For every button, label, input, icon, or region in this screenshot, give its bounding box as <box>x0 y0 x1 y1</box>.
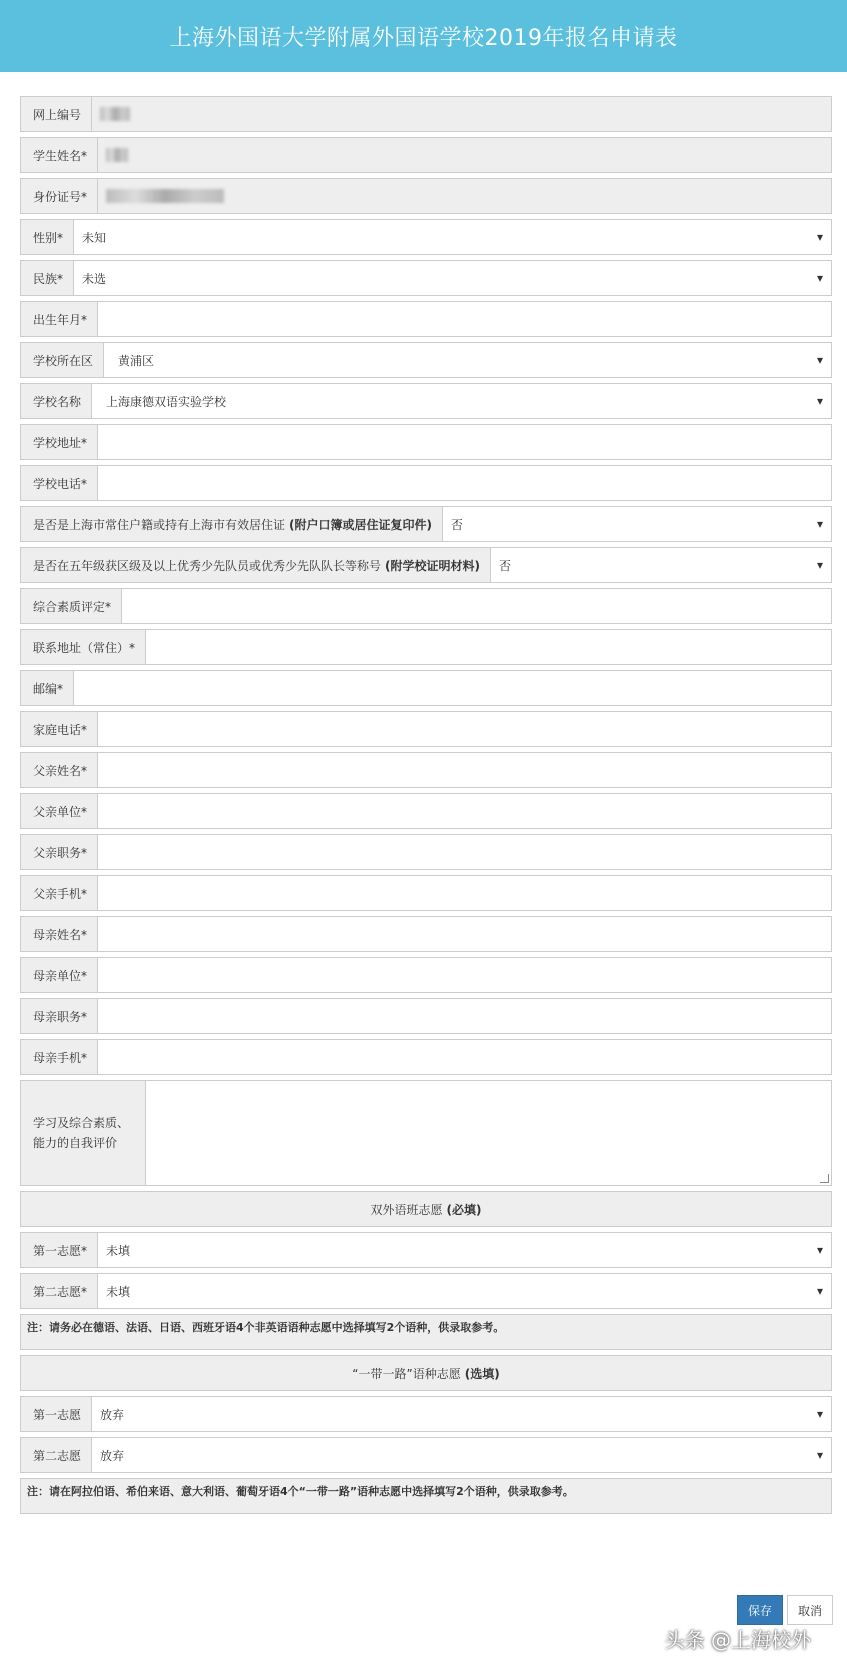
field-select[interactable] <box>491 548 831 582</box>
first-choice-select[interactable]: 未填 ▾ <box>98 1233 831 1267</box>
field-label-text: 身份证号* <box>33 189 88 204</box>
choice-row <box>20 1396 832 1432</box>
field-readonly <box>98 179 831 213</box>
form-row <box>20 1039 832 1075</box>
form-row <box>20 342 832 378</box>
field-input[interactable] <box>74 671 831 705</box>
form-row <box>20 178 832 214</box>
field-label-text: 母亲手机* <box>33 1050 88 1065</box>
choice-label: 第一志愿 <box>21 1397 92 1431</box>
field-input[interactable] <box>122 589 831 623</box>
form-row <box>20 711 832 747</box>
form-row <box>20 547 832 583</box>
form-row <box>20 219 832 255</box>
field-label <box>21 179 98 213</box>
page-header <box>0 0 847 72</box>
field-input[interactable] <box>98 835 831 869</box>
field-label-text: 母亲姓名* <box>33 927 88 942</box>
field-input[interactable] <box>98 753 831 787</box>
choice-row <box>20 1273 832 1309</box>
field-select[interactable] <box>104 343 831 377</box>
field-label-text: 邮编* <box>33 681 64 696</box>
field-input[interactable] <box>98 917 831 951</box>
field-label <box>21 712 98 746</box>
form-row <box>20 301 832 337</box>
field-label <box>21 753 98 787</box>
section-note: 注：请在阿拉伯语、希伯来语、意大利语、葡萄牙语4个“一带一路”语种志愿中选择填写2个语种，供录取参考。 <box>20 1478 832 1514</box>
application-form <box>20 96 832 1519</box>
field-label <box>21 507 443 541</box>
field-select[interactable] <box>74 261 831 295</box>
field-label <box>21 589 122 623</box>
field-label <box>21 425 98 459</box>
choice-label: 第二志愿* <box>21 1274 98 1308</box>
form-row <box>20 588 832 624</box>
form-row <box>20 137 832 173</box>
form-row <box>20 465 832 501</box>
field-input[interactable] <box>146 630 831 664</box>
second-choice-select[interactable]: 未填 ▾ <box>98 1274 831 1308</box>
form-row <box>20 506 832 542</box>
field-value: 否 <box>499 558 512 573</box>
field-label-text: 学校名称 <box>33 394 82 409</box>
field-value: 未选 <box>82 271 107 286</box>
choice-row <box>20 1437 832 1473</box>
field-label <box>21 343 104 377</box>
field-input[interactable] <box>98 876 831 910</box>
field-select[interactable] <box>74 220 831 254</box>
first-choice-select[interactable]: 放弃 ▾ <box>92 1397 831 1431</box>
field-label-text: 综合素质评定* <box>33 599 112 614</box>
form-row <box>20 96 832 132</box>
field-value: 否 <box>451 517 464 532</box>
field-label <box>21 1040 98 1074</box>
second-choice-select[interactable]: 放弃 ▾ <box>92 1438 831 1472</box>
field-value: 未知 <box>82 230 107 245</box>
field-input[interactable] <box>98 958 831 992</box>
form-row <box>20 834 832 870</box>
cancel-button[interactable]: 取消 <box>787 1595 833 1625</box>
field-value: 黄浦区 <box>118 353 155 368</box>
save-button[interactable]: 保存 <box>737 1595 783 1625</box>
field-input[interactable] <box>98 1040 831 1074</box>
field-label <box>21 630 146 664</box>
field-label <box>21 671 74 705</box>
form-row <box>20 998 832 1034</box>
field-label-text: 性别* <box>33 230 64 245</box>
field-label-text: 母亲职务* <box>33 1009 88 1024</box>
field-label-text: 学生姓名* <box>33 148 88 163</box>
choice-label: 第一志愿* <box>21 1233 98 1267</box>
field-label-text: 学校所在区 <box>33 353 94 368</box>
field-value: 上海康德双语实验学校 <box>106 394 227 409</box>
section-optional-tag: (选填) <box>464 1366 500 1381</box>
field-label-text: 母亲单位* <box>33 968 88 983</box>
field-label <box>21 958 98 992</box>
field-label-text: 父亲手机* <box>33 886 88 901</box>
field-label <box>21 220 74 254</box>
form-row <box>20 383 832 419</box>
field-label-text: 学校地址* <box>33 435 88 450</box>
field-label <box>21 466 98 500</box>
field-select[interactable] <box>443 507 831 541</box>
choice-row <box>20 1232 832 1268</box>
section-double-language <box>20 1191 832 1227</box>
field-label <box>21 876 98 910</box>
field-input[interactable] <box>98 425 831 459</box>
field-label <box>21 794 98 828</box>
redacted-value <box>106 189 224 203</box>
form-row <box>20 629 832 665</box>
form-row <box>20 424 832 460</box>
field-label-text: 出生年月* <box>33 312 88 327</box>
form-row <box>20 875 832 911</box>
field-input[interactable] <box>98 712 831 746</box>
field-readonly <box>98 138 831 172</box>
field-label-note: (附户口簿或居住证复印件) <box>289 517 432 532</box>
field-label <box>21 917 98 951</box>
field-label <box>21 384 92 418</box>
form-row <box>20 916 832 952</box>
field-input[interactable] <box>98 302 831 336</box>
self-eval-row <box>20 1080 832 1186</box>
field-label <box>21 138 98 172</box>
field-readonly <box>92 97 831 131</box>
field-label-text: 父亲单位* <box>33 804 88 819</box>
form-row <box>20 752 832 788</box>
field-label-text: 网上编号 <box>33 107 82 122</box>
self-eval-label: 学习及综合素质、能力的自我评价 <box>21 1081 146 1185</box>
watermark: 头条 @上海校外 <box>664 1628 811 1652</box>
field-label-note: (附学校证明材料) <box>385 558 480 573</box>
page-title: 上海外国语大学附属外国语学校2019年报名申请表 <box>169 25 678 51</box>
field-label-text: 民族* <box>33 271 64 286</box>
field-label-text: 父亲姓名* <box>33 763 88 778</box>
field-label-text: 是否在五年级获区级及以上优秀少先队员或优秀少先队队长等称号 <box>33 558 382 573</box>
self-eval-textarea[interactable] <box>146 1081 831 1185</box>
fields-container <box>20 96 832 1075</box>
field-label <box>21 548 491 582</box>
field-label <box>21 999 98 1033</box>
field-label <box>21 835 98 869</box>
section-belt-road <box>20 1355 832 1391</box>
form-row <box>20 670 832 706</box>
field-label-text: 父亲职务* <box>33 845 88 860</box>
field-input[interactable] <box>98 466 831 500</box>
field-label-text: 是否是上海市常住户籍或持有上海市有效居住证 <box>33 517 286 532</box>
section-note: 注：请务必在德语、法语、日语、西班牙语4个非英语语种志愿中选择填写2个语种，供录取参考。 <box>20 1314 832 1350</box>
field-label-text: 联系地址（常住）* <box>33 640 136 655</box>
field-label-text: 学校电话* <box>33 476 88 491</box>
field-select[interactable] <box>92 384 831 418</box>
section-title: 双外语班志愿 <box>370 1202 443 1217</box>
section-title: “一带一路”语种志愿 <box>352 1366 461 1381</box>
field-label <box>21 261 74 295</box>
form-actions <box>737 1595 833 1625</box>
choice-label: 第二志愿 <box>21 1438 92 1472</box>
redacted-value <box>106 148 128 162</box>
section-required-tag: (必填) <box>446 1202 482 1217</box>
form-row <box>20 260 832 296</box>
field-input[interactable] <box>98 794 831 828</box>
form-row <box>20 957 832 993</box>
redacted-value <box>100 107 130 121</box>
field-label <box>21 302 98 336</box>
resize-handle-icon[interactable] <box>820 1174 829 1183</box>
field-input[interactable] <box>98 999 831 1033</box>
field-label <box>21 97 92 131</box>
field-label-text: 家庭电话* <box>33 722 88 737</box>
form-row <box>20 793 832 829</box>
